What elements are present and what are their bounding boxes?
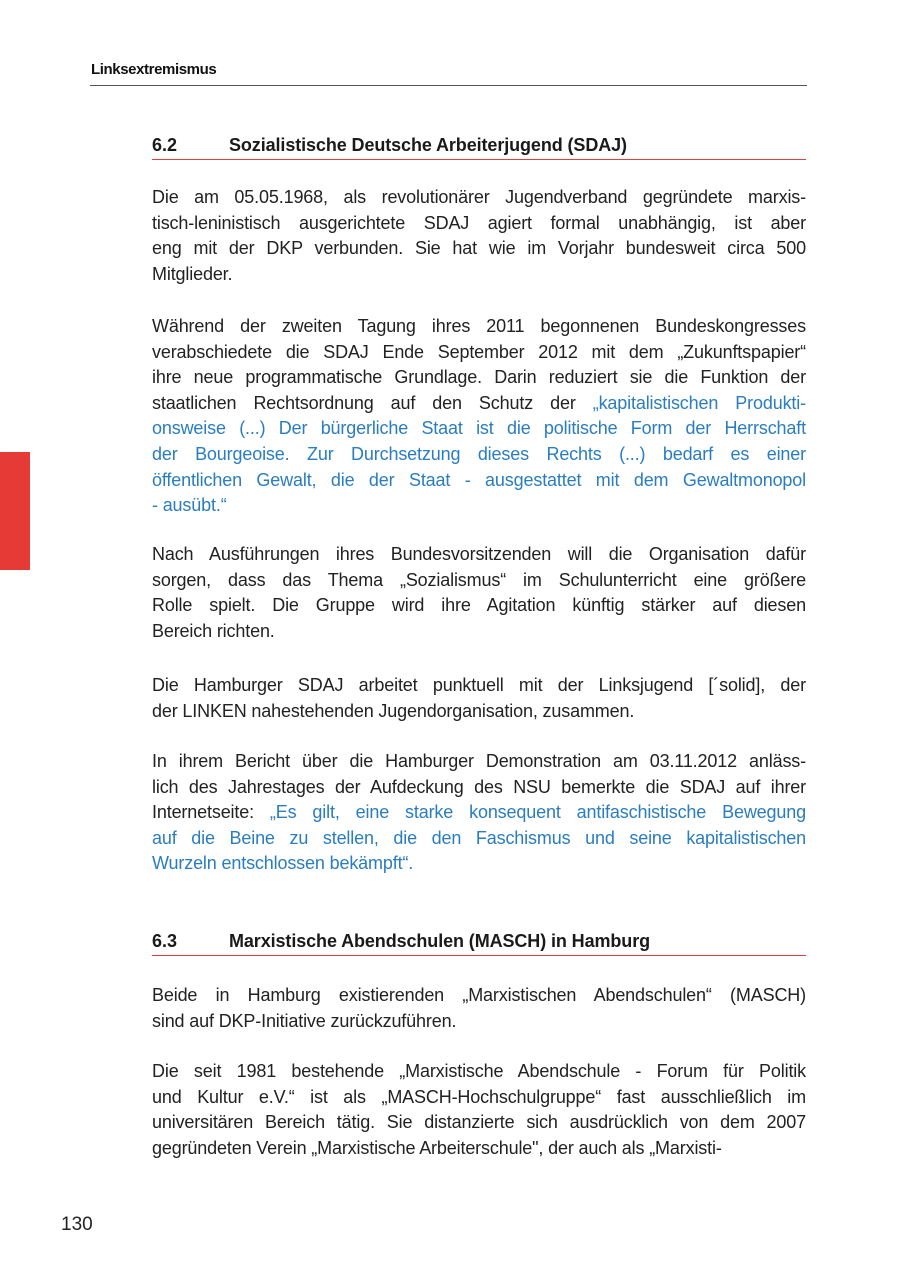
body-text: sind auf DKP-Initiative zurückzuführen.: [152, 1010, 457, 1031]
body-text: und Kultur e.V.“ ist als „MASCH-Hochschulgruppe“ fast ausschließlich im: [152, 1086, 806, 1107]
paragraph: [152, 749, 806, 877]
text-line: [152, 775, 806, 801]
quote-text: auf die Beine zu stellen, die den Faschismus und seine kapitalistischen: [152, 827, 806, 848]
text-line: [152, 442, 806, 468]
section-heading-6-3: [152, 931, 806, 956]
paragraph: [152, 542, 806, 644]
section-number: 6.3: [152, 931, 178, 951]
text-line: [152, 468, 806, 494]
body-text: Bereich richten.: [152, 620, 275, 641]
text-line: [152, 568, 806, 594]
text-line: [152, 262, 806, 288]
text-line: [152, 542, 806, 568]
text-line: [152, 314, 806, 340]
text-line: [152, 800, 806, 826]
body-text: Nach Ausführungen ihres Bundesvorsitzenden will die Organisation dafür: [152, 544, 806, 564]
body-text: ihre neue programmatische Grundlage. Darin reduziert sie die Funktion der: [152, 367, 806, 388]
paragraph: [152, 185, 806, 287]
section-title: Marxistische Abendschulen (MASCH) in Hamburg: [229, 931, 650, 951]
paragraph: [152, 673, 806, 724]
body-text: staatlichen Rechtsordnung auf den Schutz der: [152, 392, 593, 413]
quote-text: „Es gilt, eine starke konsequent antifaschistische Bewegung: [269, 802, 806, 823]
section-number: 6.2: [152, 135, 178, 155]
text-line: [152, 493, 806, 519]
text-line: [152, 749, 806, 775]
text-line: [152, 1110, 806, 1136]
header-rule: [90, 85, 807, 86]
quote-text: - ausübt.“: [152, 495, 227, 516]
body-text: gegründeten Verein „Marxistische Arbeiterschule", der auch als „Marxisti-: [152, 1137, 722, 1158]
body-text: eng mit der DKP verbunden. Sie hat wie im Vorjahr bundesweit circa 500: [152, 238, 806, 259]
body-text: universitären Bereich tätig. Sie distanzierte sich ausdrücklich von dem 2007: [152, 1112, 806, 1133]
quote-text: „kapitalistischen Produkti-: [592, 392, 806, 413]
text-line: [152, 851, 806, 877]
text-line: [152, 340, 806, 366]
text-line: [152, 1059, 806, 1085]
quote-text: Wurzeln entschlossen bekämpft“.: [152, 853, 414, 874]
text-line: [152, 699, 806, 725]
text-line: [152, 826, 806, 852]
quote-text: der Bourgeoise. Zur Durchsetzung dieses Rechts (...) bedarf es einer: [152, 443, 806, 464]
section-heading-6-2: [152, 135, 806, 160]
body-text: lich des Jahrestages der Aufdeckung des NSU bemerkte die SDAJ auf ihrer: [152, 776, 806, 797]
body-text: tisch-leninistisch ausgerichtete SDAJ agiert formal unabhängig, ist aber: [152, 212, 806, 233]
body-text: sorgen, dass das Thema „Sozialismus“ im Schulunterricht eine größere: [152, 569, 806, 590]
body-text: der LINKEN nahestehenden Jugendorganisation, zusammen.: [152, 700, 635, 721]
running-header: Linksextremismus: [91, 61, 217, 78]
section-title: Sozialistische Deutsche Arbeiterjugend (SDAJ): [229, 135, 627, 155]
body-text: Die Hamburger SDAJ arbeitet punktuell mit der Linksjugend [´solid], der: [152, 675, 806, 695]
text-line: [152, 593, 806, 619]
paragraph: [152, 983, 806, 1034]
text-line: [152, 983, 806, 1009]
text-line: [152, 673, 806, 699]
body-text: Internetseite:: [152, 802, 270, 823]
body-text: Die seit 1981 bestehende „Marxistische Abendschule - Forum für Politik: [152, 1061, 806, 1081]
quote-text: öffentlichen Gewalt, die der Staat - ausgestattet mit dem Gewaltmonopol: [152, 469, 806, 490]
text-line: [152, 236, 806, 262]
paragraph: [152, 1059, 806, 1161]
text-line: [152, 619, 806, 645]
text-line: [152, 391, 806, 417]
text-line: [152, 365, 806, 391]
body-text: In ihrem Bericht über die Hamburger Demonstration am 03.11.2012 anläss-: [152, 751, 806, 771]
text-line: [152, 211, 806, 237]
text-line: [152, 1085, 806, 1111]
text-line: [152, 185, 806, 211]
body-text: Mitglieder.: [152, 263, 233, 284]
text-line: [152, 1009, 806, 1035]
body-text: Rolle spielt. Die Gruppe wird ihre Agitation künftig stärker auf diesen: [152, 595, 806, 616]
chapter-tab-marker: [0, 452, 30, 570]
quote-text: onsweise (...) Der bürgerliche Staat ist die politische Form der Herrschaft: [152, 418, 806, 439]
paragraph: [152, 314, 806, 519]
page-number: 130: [61, 1214, 93, 1235]
text-line: [152, 416, 806, 442]
body-text: Die am 05.05.1968, als revolutionärer Jugendverband gegründete marxis-: [152, 187, 806, 207]
body-text: Beide in Hamburg existierenden „Marxistischen Abendschulen“ (MASCH): [152, 985, 806, 1005]
body-text: Während der zweiten Tagung ihres 2011 begonnenen Bundeskongresses: [152, 316, 806, 336]
body-text: verabschiedete die SDAJ Ende September 2012 mit dem „Zukunftspapier“: [152, 341, 806, 362]
text-line: [152, 1136, 806, 1162]
